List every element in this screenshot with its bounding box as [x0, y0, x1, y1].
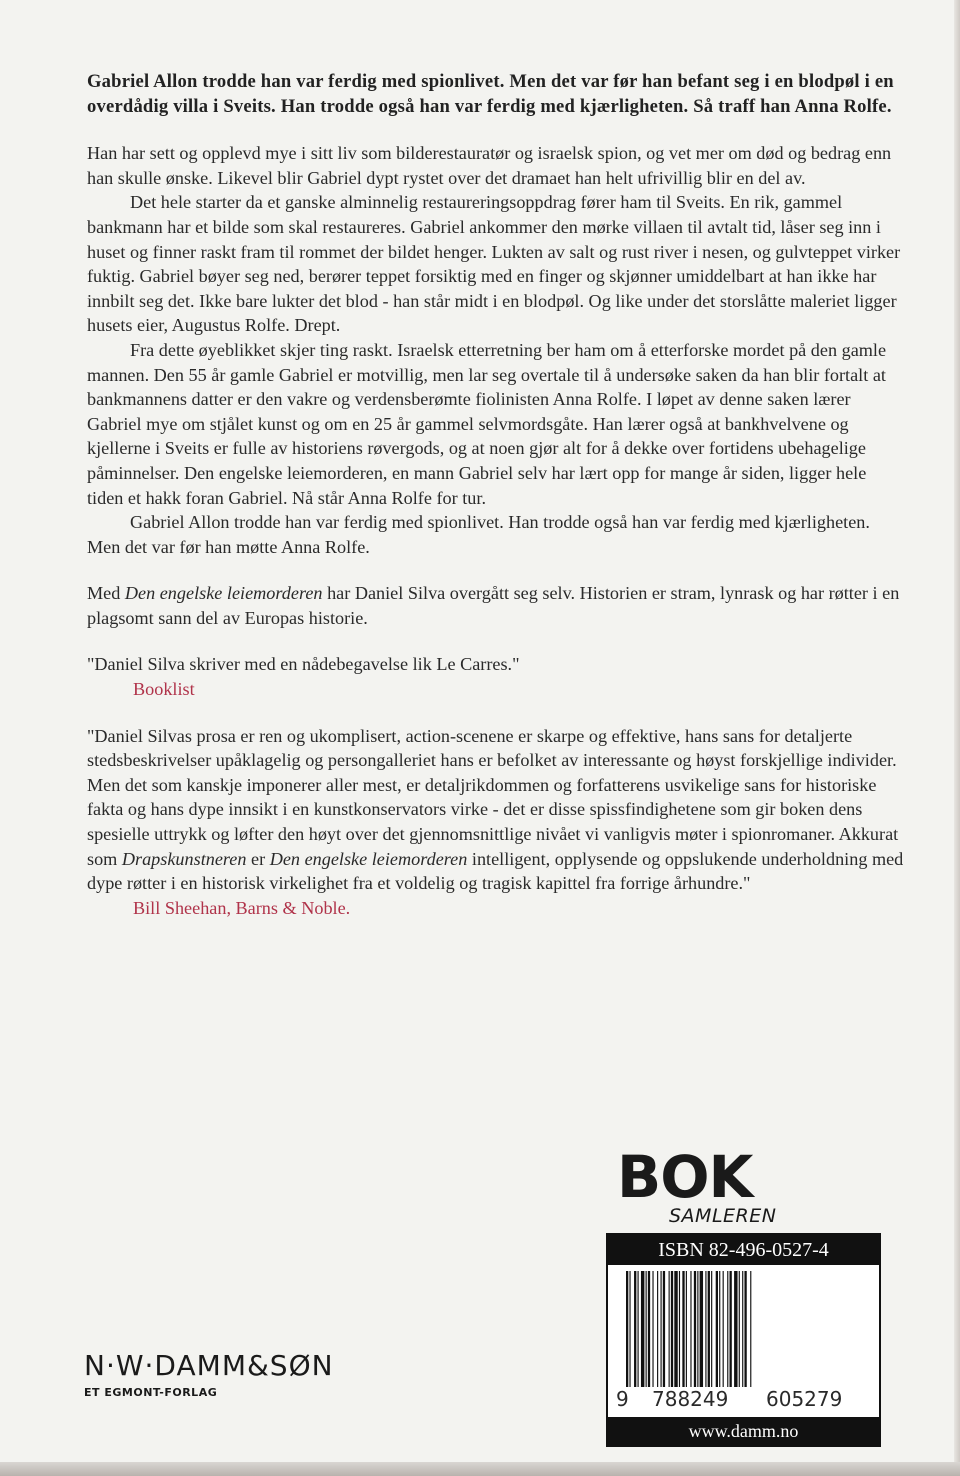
review-quote-barnes	[87, 724, 907, 921]
publisher-subtitle: ET EGMONT-FORLAG	[84, 1386, 218, 1399]
isbn-digits	[614, 1387, 876, 1413]
synopsis-paragraph-3: Fra dette øyeblikket skjer ting raskt. Israelsk etterretning ber ham om å etterforske mordet på den gamle mannen. Den 55 år gamle Gabriel er motvillig, men lar seg overtale til å undersøke saken da han blir fortalt at bankmannens datter er den vakre og verdensberømte fiolinisten Anna Rolfe. I løpet av denne saken lærer Gabriel mye om stjålet kunst og om en 25 år gammel selvmordsgåte. Han lærer også at bankhvelvene og kjellerne i Sveits er fulle av historiens røvergods, og at noen gjør alt for å dekke over fortidens ubehagelige påminnelser. Den engelske leiemorderen, en mann Gabriel selv har lært opp for mange år siden, ligger hele tiden et hakk foran Gabriel. Nå står Anna Rolfe for tur.	[87, 339, 887, 508]
synopsis-paragraph-1: Han har sett og opplevd mye i sitt liv som bilderestauratør og israelsk spion, og vet mer om død og bedrag enn han skulle ønske. Likevel blir Gabriel dypt rystet over det dramaet han helt ufrivillig blir en del av.	[87, 143, 892, 188]
quote-title2: Den engelske leiemorderen	[269, 848, 468, 869]
logo-samleren-text: SAMLEREN	[669, 1205, 777, 1227]
back-cover-text	[87, 70, 907, 942]
page-edge-right	[954, 0, 960, 1476]
promo-title: Den engelske leiemorderen	[124, 583, 323, 604]
isbn-digits-right: 605279	[766, 1387, 843, 1411]
isbn-digits-left: 788249	[652, 1387, 729, 1411]
promo-suffix: har Daniel Silva overgått seg selv. Historien er stram, lynrask og har røtter i en plagsomt sann del av Europas historie.	[87, 583, 900, 628]
page-edge-bottom	[0, 1462, 960, 1476]
promo-prefix: Med	[87, 583, 125, 604]
quote-text-part2: er	[246, 848, 270, 869]
isbn-label: ISBN 82-496-0527-4	[608, 1235, 879, 1265]
publisher-name: N·W·DAMM&SØN	[84, 1349, 334, 1382]
quote-source: Bill Sheehan, Barns & Noble.	[133, 897, 351, 918]
publisher-logo	[84, 1350, 334, 1399]
synopsis-paragraph-4: Gabriel Allon trodde han var ferdig med spionlivet. Han trodde også han var ferdig med kjærligheten. Men det var før han møtte Anna Rolfe.	[87, 512, 870, 557]
quote-text: "Daniel Silva skriver med en nådebegavelse lik Le Carres."	[87, 654, 520, 675]
website-label: www.damm.no	[608, 1417, 879, 1445]
quote-text-part1: "Daniel Silvas prosa er ren og ukomplisert, action-scenene er skarpe og effektive, hans sans for detaljerte stedsbeskrivelser upåklagelig og persongalleriet hans er befolket av interessante og høyst forskjellige individer. Men det som kanskje imponerer aller mest, er detaljrikdommen og forfatterens usvikelige sans for historiske fakta og hans dype innsikt i en kunstkonservators virke - det er disse spissfindighetene som gir boken dens spesielle uttrykk og løfter den høyt over det gjennomsnittlige nivået vi vanligvis møter i spionromaner. Akkurat som	[87, 725, 899, 869]
synopsis	[87, 141, 907, 559]
isbn-barcode-box	[606, 1233, 881, 1447]
quote-title1: Drapskunstneren	[121, 848, 247, 869]
isbn-digit-first: 9	[616, 1387, 629, 1411]
synopsis-paragraph-2: Det hele starter da et ganske alminnelig restaureringsoppdrag fører ham til Sveits. En rik, gammel bankmann har et bilde som skal restaureres. Gabriel ankommer den mørke villaen til avtalt tid, låser seg inn i huset og finner raskt fram til rommet der bildet henger. Lukten av salt og rust river i nesen, og gulvteppet virker fuktig. Gabriel bøyer seg ned, berører teppet forsiktig med en finger og skjønner umiddelbart at han ikke har innbilt seg det. Ikke bare lukter det blod - han står midt i en blodpøl. Og like under det storslåtte maleriet ligger husets eier, Augustus Rolfe. Drept.	[87, 192, 901, 336]
lead-paragraph: Gabriel Allon trodde han var ferdig med spionlivet. Men det var før han befant seg i en blodpøl i en overdådig villa i Sveits. Han trodde også han var ferdig med kjærligheten. Så traff han Anna Rolfe.	[87, 71, 894, 117]
promo-paragraph	[87, 581, 907, 630]
bok-samleren-logo	[617, 1143, 777, 1227]
quote-source: Booklist	[133, 679, 195, 700]
quote-text-part3: intelligent, opplysende og oppslukende underholdning med dype røtter i en historisk virkelighet fra et voldelig og tragisk kapittel fra forrige århundre."	[87, 848, 904, 894]
logo-bok-text: BOK	[617, 1143, 753, 1211]
review-quote-booklist	[87, 652, 907, 701]
